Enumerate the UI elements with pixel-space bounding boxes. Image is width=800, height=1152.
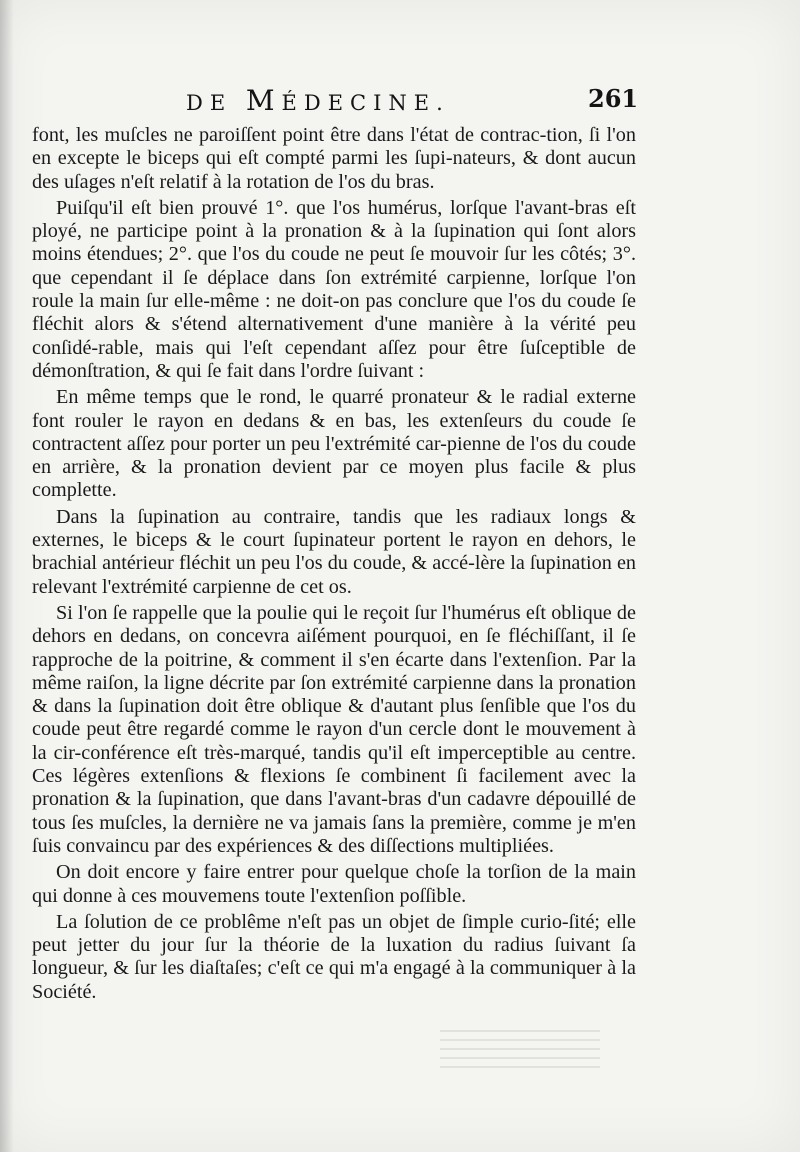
paragraph: La ſolution de ce problême n'eſt pas un objet de ſimple curio-ſité; elle peut jetter du jour ſur la théorie de la luxation du radius ſuivant ſa longueur, & ſur les diaſtaſes; c'eſt ce qui m'a engagé à la communiquer à la Société. — [32, 910, 636, 1003]
running-head-capital: M — [245, 84, 282, 117]
running-head-prefix: DE — [186, 91, 233, 115]
paragraph: Dans la ſupination au contraire, tandis que les radiaux longs & externes, le biceps & le court ſupinateur portent le rayon en dehors, le brachial antérieur fléchit un peu l'os du coude, & accé-lère la ſupination en relevant l'extrémité carpienne de cet os. — [32, 505, 636, 598]
ink-bleed-through — [440, 1028, 600, 1068]
page-number: 261 — [588, 84, 639, 113]
body-text — [32, 124, 636, 1007]
paragraph-continued: font, les muſcles ne paroiſſent point être dans l'état de contrac-tion, ſi l'on en excepte le biceps qui eſt compté parmi les ſupi-nateurs, & dont aucun des uſages n'eſt relatif à la rotation de l'os du bras. — [32, 124, 636, 193]
gutter-shadow — [0, 0, 14, 1152]
running-head — [186, 84, 450, 117]
paragraph: Puiſqu'il eſt bien prouvé 1°. que l'os humérus, lorſque l'avant-bras eſt ployé, ne participe point à la pronation & à la ſupination qui ſont alors moins étendues; 2°. que l'os du coude ne peut ſe mouvoir ſur les côtés; 3°. que cependant il ſe déplace dans ſon extrémité carpienne, lorſque l'on roule la main ſur elle-même : ne doit-on pas conclure que l'os du coude ſe fléchit alors & s'étend alternativement d'une manière à la vérité peu conſidé-rable, mais qui l'eſt cependant aſſez pour être ſuſceptible de démonſtration, & qui ſe fait dans l'ordre ſuivant : — [32, 196, 636, 382]
paragraph: En même temps que le rond, le quarré pronateur & le radial externe font rouler le rayon en dedans & en bas, les extenſeurs du coude ſe contractent aſſez pour porter un peu l'extrémité car-pienne de l'os du coude en arrière, & la pronation devient par ce moyen plus facile & plus complette. — [32, 386, 636, 502]
running-head-rest: ÉDECINE. — [281, 91, 450, 115]
paragraph: Si l'on ſe rappelle que la poulie qui le reçoit ſur l'humérus eſt oblique de dehors en dedans, on concevra aiſément pourquoi, en ſe fléchiſſant, il ſe rapproche de la poitrine, & comment il s'en écarte dans l'extenſion. Par la même raiſon, la ligne décrite par ſon extrémité carpienne dans la pronation & dans la ſupination doit être oblique & d'autant plus ſenſible que l'os du coude peut être regardé comme le rayon d'un cercle dont le mouvement à la cir-conférence eſt très-marqué, tandis qu'il eſt imperceptible au centre. Ces légères extenſions & flexions ſe combinent ſi facilement avec la pronation & la ſupination, que dans l'avant-bras d'un cadavre dépouillé de tous ſes muſcles, la dernière ne va jamais ſans la première, comme je m'en ſuis convaincu par des expériences & des diſſections multipliées. — [32, 601, 636, 857]
page-header — [0, 84, 800, 124]
paragraph: On doit encore y faire entrer pour quelque choſe la torſion de la main qui donne à ces mouvemens toute l'extenſion poſſible. — [32, 861, 636, 907]
